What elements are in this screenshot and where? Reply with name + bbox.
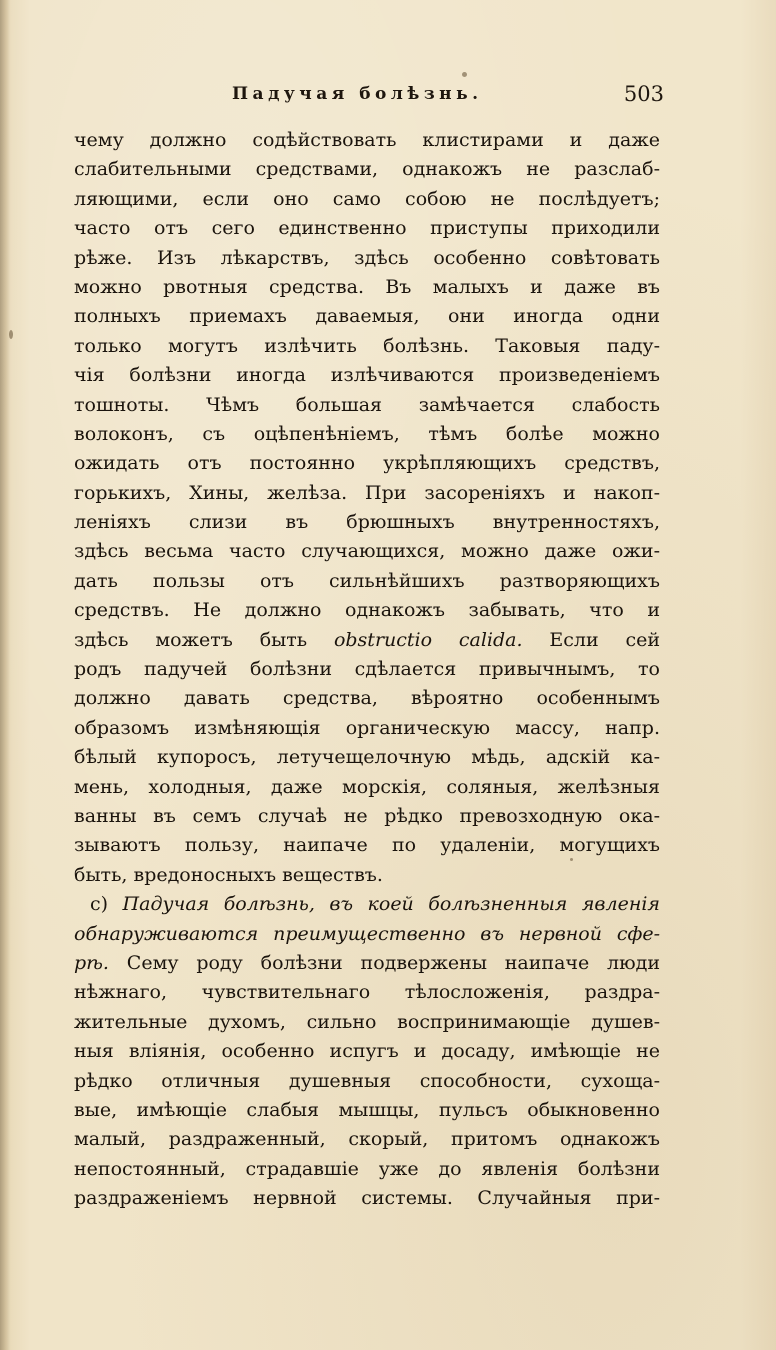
- text-line: [74, 949, 660, 978]
- text-line-with-latin: [74, 626, 660, 655]
- text-line: часто отъ сего единственно приступы приходили: [74, 217, 660, 240]
- text-line: средствъ. Не должно однакожъ забывать, что и: [74, 599, 660, 622]
- text-line: жительные духомъ, сильно воспринимающіе душев-: [74, 1010, 660, 1033]
- text-line: полныхъ приемахъ даваемыя, они иногда одни: [74, 305, 660, 328]
- section-label: c): [90, 893, 109, 916]
- section-title-part: Падучая болѣзнь, въ коей болѣзненныя явленія: [122, 893, 660, 916]
- body-text: [74, 126, 660, 1213]
- text-line: чему должно содѣйствовать клистирами и даже: [74, 129, 660, 151]
- text-line: бѣлый купоросъ, летучещелочную мѣдь, адскій ка-: [74, 746, 660, 769]
- text-line: волоконъ, съ оцѣпенѣніемъ, тѣмъ болѣе можно: [74, 422, 660, 445]
- text-segment: здѣсь можетъ быть: [74, 628, 334, 651]
- text-line: нѣжнаго, чувствительнаго тѣлосложенія, раздра-: [74, 981, 660, 1004]
- text-line: чія болѣзни иногда излѣчиваются произведеніемъ: [74, 364, 660, 387]
- paper-speck: [462, 72, 467, 77]
- running-head: Падучая болѣзнь.: [232, 84, 483, 104]
- latin-term: obstructio calida.: [333, 628, 523, 651]
- text-line: непостоянный, страдавшіе уже до явленія болѣзни: [74, 1157, 660, 1180]
- text-line: ванны въ семъ случаѣ не рѣдко превозходную ока-: [74, 804, 660, 827]
- text-segment: Если сей: [522, 628, 660, 651]
- text-line: слабительными средствами, однакожъ не разслаб-: [74, 158, 660, 181]
- text-line: быть, вредоносныхъ веществъ.: [74, 863, 383, 886]
- text-line: здѣсь весьма часто случающихся, можно даже ожи-: [74, 540, 660, 563]
- text-line: образомъ измѣняющія органическую массу, напр.: [74, 716, 660, 739]
- text-line: раздраженіемъ нервной системы. Случайныя при-: [74, 1187, 660, 1210]
- page-spine-shadow: [0, 0, 10, 1350]
- text-line: можно рвотныя средства. Въ малыхъ и даже въ: [74, 275, 660, 298]
- text-line: мень, холодныя, даже морскія, соляныя, желѣзныя: [74, 775, 660, 798]
- text-line: должно давать средства, вѣроятно особеннымъ: [74, 687, 660, 710]
- text-line: малый, раздраженный, скорый, притомъ однакожъ: [74, 1128, 660, 1151]
- section-title-part: рѣ.: [74, 951, 109, 974]
- text-line: родъ падучей болѣзни сдѣлается привычнымъ, то: [74, 658, 660, 681]
- text-line: тошноты. Чѣмъ большая замѣчается слабость: [74, 393, 660, 416]
- section-c-heading-line: [74, 890, 660, 919]
- text-line: рѣже. Изъ лѣкарствъ, здѣсь особенно совѣтовать: [74, 246, 660, 269]
- page-number: 503: [623, 82, 664, 106]
- paper-speck: [9, 330, 13, 339]
- text-line: ляющими, если оно само собою не послѣдуетъ;: [74, 187, 660, 210]
- section-title-part: обнаруживаются преимущественно въ нервной сфе-: [74, 922, 660, 945]
- text-line: леніяхъ слизи въ брюшныхъ внутренностяхъ,: [74, 511, 660, 534]
- text-line: рѣдко отличныя душевныя способности, сухоща-: [74, 1069, 660, 1092]
- text-line: горькихъ, Хины, желѣза. При засореніяхъ и накоп-: [74, 481, 660, 504]
- text-line: вые, имѣющіе слабыя мышцы, пульсъ обыкновенно: [74, 1098, 660, 1121]
- page-header: [0, 84, 776, 114]
- text-line: ожидать отъ постоянно укрѣпляющихъ средствъ,: [74, 452, 660, 475]
- text-line: зываютъ пользу, наипаче по удаленіи, могущихъ: [74, 834, 660, 857]
- text-line: только могутъ излѣчить болѣзнь. Таковыя паду-: [74, 334, 660, 357]
- text-segment: Сему роду болѣзни подвержены наипаче люди: [108, 951, 660, 974]
- text-line: ныя вліянія, особенно испугъ и досаду, имѣющіе не: [74, 1040, 660, 1063]
- text-line: дать пользы отъ сильнѣйшихъ разтворяющихъ: [74, 569, 660, 592]
